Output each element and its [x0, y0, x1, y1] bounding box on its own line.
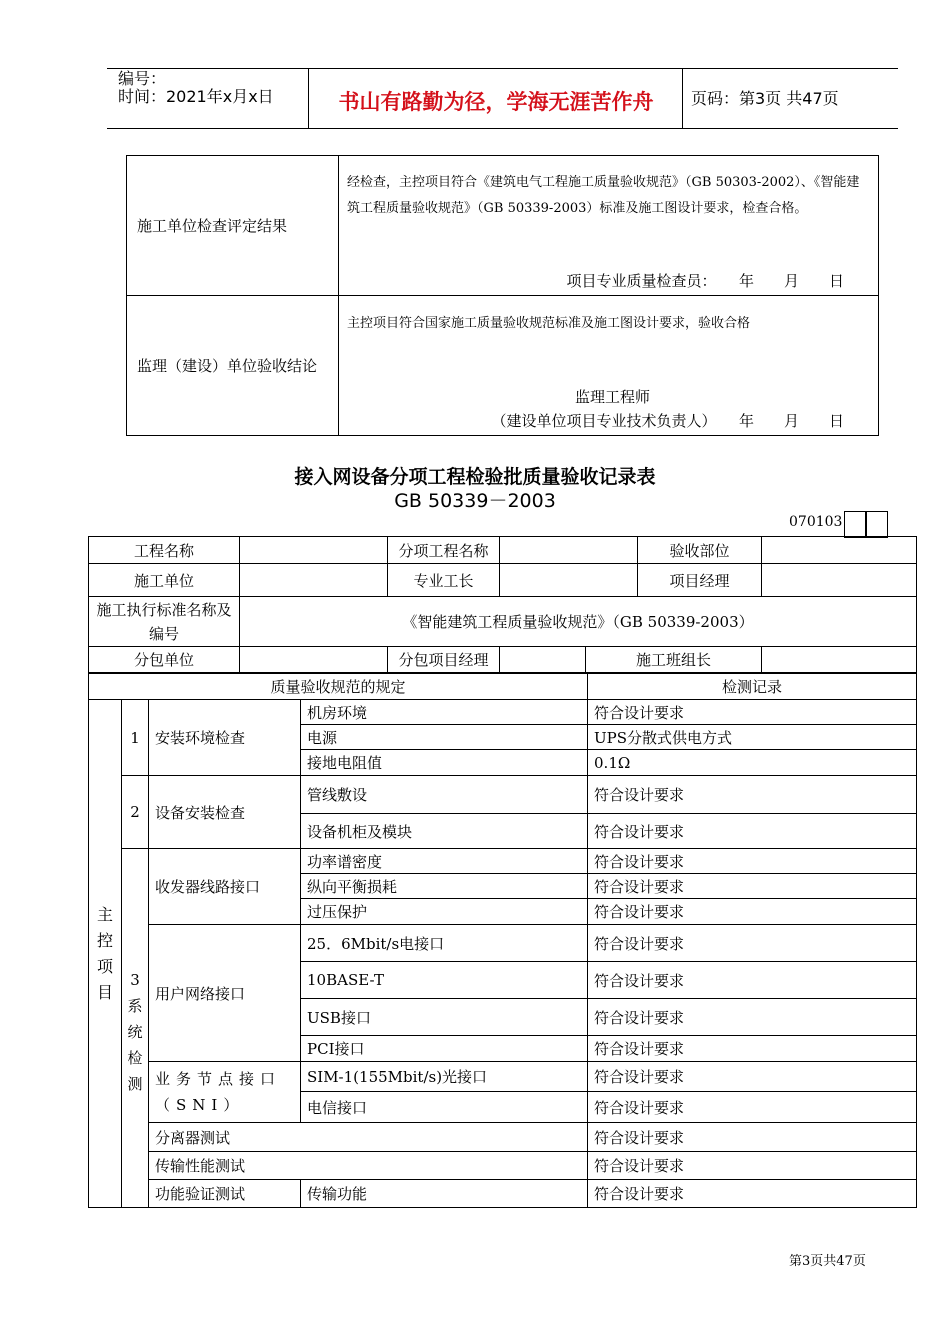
- group1-no: 1: [122, 700, 149, 776]
- item-record[interactable]: 符合设计要求: [588, 925, 917, 962]
- evaluation-table: [126, 155, 879, 436]
- item-record[interactable]: 符合设计要求: [588, 899, 917, 925]
- item-name: 管线敷设: [301, 776, 588, 814]
- item-name: 接地电阻值: [301, 750, 588, 776]
- form-code: 070103: [789, 514, 843, 530]
- item-record[interactable]: 符合设计要求: [588, 874, 917, 899]
- item-record[interactable]: 符合设计要求: [588, 1152, 917, 1180]
- sub-project-manager-label: 分包项目经理: [388, 647, 500, 673]
- project-manager-value[interactable]: [762, 564, 917, 597]
- acceptance-part-value[interactable]: [762, 537, 917, 564]
- serial-label: 编号：: [118, 69, 167, 88]
- page-label: 页码：第3页 共47页: [691, 89, 839, 108]
- item-record[interactable]: 符合设计要求: [588, 1062, 917, 1092]
- team-leader-label: 施工班组长: [586, 647, 762, 673]
- sub-project-manager-value[interactable]: [500, 647, 586, 673]
- time-label: 时间：2021年x月x日: [118, 87, 274, 106]
- item-record[interactable]: 符合设计要求: [588, 776, 917, 814]
- standard-value: 《智能建筑工程质量验收规范》（GB 50339-2003）: [240, 597, 917, 647]
- form-title: 接入网设备分项工程检验批质量验收记录表: [294, 466, 656, 488]
- item-name: 传输性能测试: [149, 1152, 588, 1180]
- project-manager-label: 项目经理: [638, 564, 762, 597]
- supervision-sign2: （建设单位项目专业技术负责人） 年 月 日: [491, 412, 844, 430]
- supervision-content: 主控项目符合国家施工质量验收规范标准及施工图设计要求，验收合格: [347, 316, 751, 331]
- item-record[interactable]: 符合设计要求: [588, 700, 917, 725]
- supervision-cell: [339, 296, 879, 436]
- subcontractor-value[interactable]: [240, 647, 388, 673]
- info-table: [88, 536, 917, 673]
- item-record[interactable]: 符合设计要求: [588, 999, 917, 1036]
- item-name: 机房环境: [301, 700, 588, 725]
- item-record[interactable]: 符合设计要求: [588, 1123, 917, 1152]
- foreman-value[interactable]: [500, 564, 638, 597]
- header-divider: [682, 68, 683, 129]
- sub-project-name-value[interactable]: [500, 537, 638, 564]
- supervision-label: 监理（建设）单位验收结论: [127, 296, 339, 436]
- acceptance-part-label: 验收部位: [638, 537, 762, 564]
- spec-header: 质量验收规范的规定: [89, 674, 588, 700]
- standard-label: 施工执行标准名称及编号: [89, 597, 240, 647]
- supervision-sign1: 监理工程师: [575, 388, 651, 406]
- item-name: 纵向平衡损耗: [301, 874, 588, 899]
- construction-eval-content: 经检查，主控项目符合《建筑电气工程施工质量验收规范》（GB 50303-2002）、《智能建筑工程质量验收规范》（GB 50339-2003）标准及施工图设计要求，检查合格。: [347, 175, 860, 216]
- construction-unit-label: 施工单位: [89, 564, 240, 597]
- record-header: 检测记录: [588, 674, 917, 700]
- item-record[interactable]: UPS分散式供电方式: [588, 725, 917, 750]
- items-table: [88, 673, 917, 1208]
- item-name: 传输功能: [301, 1180, 588, 1208]
- foreman-label: 专业工长: [388, 564, 500, 597]
- construction-unit-value[interactable]: [240, 564, 388, 597]
- header-divider: [308, 68, 309, 129]
- form-subtitle: GB 50339－2003: [394, 490, 556, 512]
- item-record[interactable]: 符合设计要求: [588, 814, 917, 849]
- item-name: USB接口: [301, 999, 588, 1036]
- project-name-label: 工程名称: [89, 537, 240, 564]
- item-record[interactable]: 符合设计要求: [588, 1036, 917, 1062]
- group3-label: [122, 849, 149, 1208]
- sub-project-name-label: 分项工程名称: [388, 537, 500, 564]
- main-control-text: 主控项目: [97, 904, 114, 1002]
- sni-label: [149, 1062, 301, 1123]
- project-name-value[interactable]: [240, 537, 388, 564]
- group2-no: 2: [122, 776, 149, 849]
- item-name: 功率谱密度: [301, 849, 588, 874]
- item-name: PCI接口: [301, 1036, 588, 1062]
- item-record[interactable]: 符合设计要求: [588, 1092, 917, 1123]
- header-top-rule: [107, 68, 898, 69]
- code-box[interactable]: [866, 511, 888, 538]
- item-name: 分离器测试: [149, 1123, 588, 1152]
- motto: 书山有路勤为径，学海无涯苦作舟: [338, 90, 654, 114]
- func-test-label: 功能验证测试: [149, 1180, 301, 1208]
- group3-text: 3系统检测: [127, 971, 143, 1093]
- item-record[interactable]: 符合设计要求: [588, 849, 917, 874]
- construction-eval-label: 施工单位检查评定结果: [127, 156, 339, 296]
- construction-eval-cell: [339, 156, 879, 296]
- item-name: 10BASE-T: [301, 962, 588, 999]
- code-box[interactable]: [844, 511, 866, 538]
- item-record[interactable]: 0.1Ω: [588, 750, 917, 776]
- item-name: 电信接口: [301, 1092, 588, 1123]
- main-control-label: [89, 700, 122, 1208]
- item-record[interactable]: 符合设计要求: [588, 962, 917, 999]
- item-name: 过压保护: [301, 899, 588, 925]
- item-name: 电源: [301, 725, 588, 750]
- item-name: 25．6Mbit/s电接口: [301, 925, 588, 962]
- user-net-label: 用户网络接口: [149, 925, 301, 1062]
- construction-eval-sign: 项目专业质量检查员： 年 月 日: [566, 272, 844, 290]
- group2-name: 设备安装检查: [149, 776, 301, 849]
- team-leader-value[interactable]: [762, 647, 917, 673]
- transceiver-label: 收发器线路接口: [149, 849, 301, 925]
- item-record[interactable]: 符合设计要求: [588, 1180, 917, 1208]
- footer-page: 第3页共47页: [789, 1254, 866, 1269]
- item-name: 设备机柜及模块: [301, 814, 588, 849]
- item-name: SIM-1(155Mbit/s)光接口: [301, 1062, 588, 1092]
- sni-text: 业务节点接口（SNI）: [155, 1070, 282, 1114]
- header-bottom-rule: [107, 128, 898, 129]
- subcontractor-label: 分包单位: [89, 647, 240, 673]
- group1-name: 安装环境检查: [149, 700, 301, 776]
